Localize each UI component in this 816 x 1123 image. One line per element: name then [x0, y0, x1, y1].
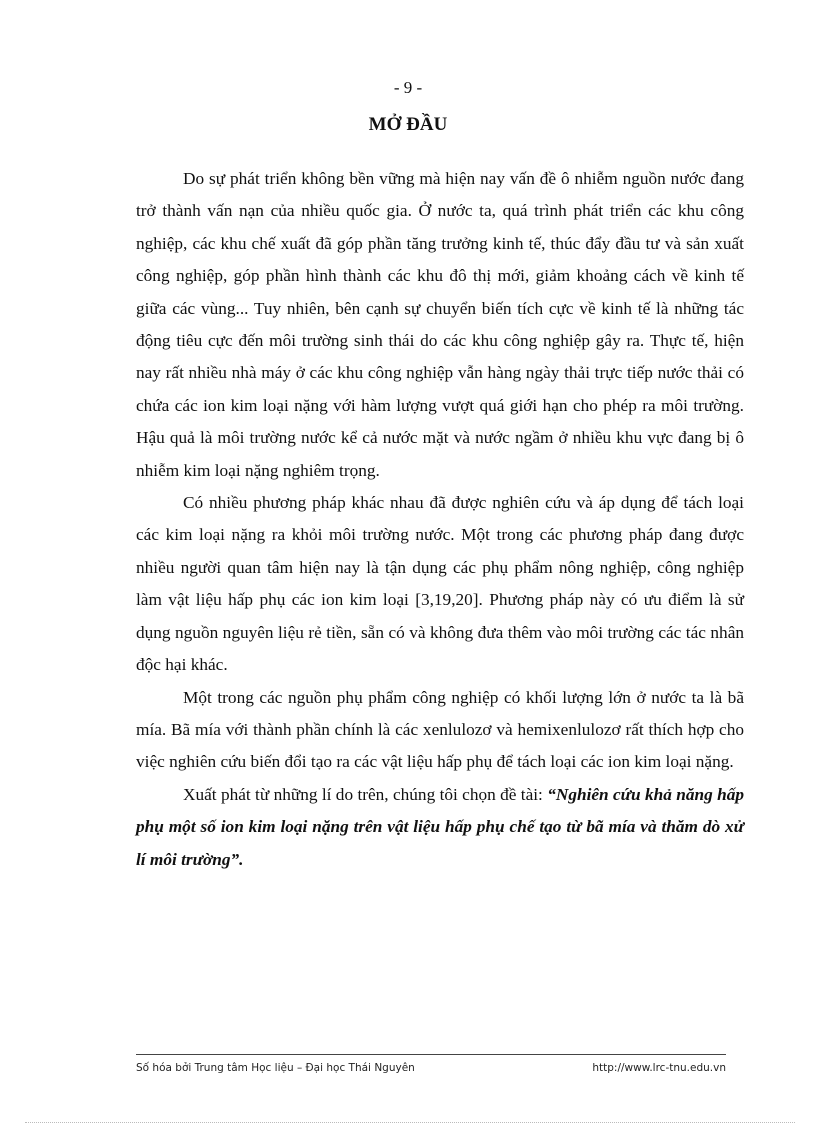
- footer-url[interactable]: http://www.lrc-tnu.edu.vn: [592, 1062, 726, 1074]
- page-number: - 9 -: [393, 78, 423, 97]
- paragraph-4-lead: Xuất phát từ những lí do trên, chúng tôi chọn đề tài:: [183, 784, 548, 804]
- body-text: [136, 163, 744, 876]
- thesis-title: “Nghiên cứu khả năng hấp phụ một số ion kim loại nặng trên vật liệu hấp phụ chế tạo từ bã mía và thăm dò xử lí môi trường”.: [136, 784, 744, 869]
- footer-rule: [136, 1054, 726, 1055]
- paragraph-3: Một trong các nguồn phụ phẩm công nghiệp có khối lượng lớn ở nước ta là bã mía. Bã mía với thành phần chính là các xenlulozơ và hemixenlulozơ rất thích hợp cho việc nghiên cứu biến đổi tạo ra các vật liệu hấp phụ để tách loại các ion kim loại nặng.: [136, 687, 744, 772]
- page-title: MỞ ĐẦU: [368, 114, 448, 135]
- paragraph-4: [136, 779, 744, 876]
- paragraph-1: Do sự phát triển không bền vững mà hiện nay vấn đề ô nhiễm nguồn nước đang trở thành vấn nạn của nhiều quốc gia. Ở nước ta, quá trình phát triển các khu công nghiệp, các khu chế xuất đã góp phần tăng trưởng kinh tế, thúc đẩy đầu tư và sản xuất công nghiệp, góp phần hình thành các khu đô thị mới, giảm khoảng cách về kinh tế giữa các vùng... Tuy nhiên, bên cạnh sự chuyển biến tích cực về kinh tế là những tác động tiêu cực đến môi trường sinh thái do các khu công nghiệp gây ra. Thực tế, hiện nay rất nhiều nhà máy ở các khu công nghiệp vẫn hàng ngày thải trực tiếp nước thải có chứa các ion kim loại nặng với hàm lượng vượt quá giới hạn cho phép ra môi trường. Hậu quả là môi trường nước kể cả nước mặt và nước ngầm ở nhiều khu vực đang bị ô nhiễm kim loại nặng nghiêm trọng.: [136, 169, 744, 480]
- paragraph-2: Có nhiều phương pháp khác nhau đã được nghiên cứu và áp dụng để tách loại các kim loại nặng ra khỏi môi trường nước. Một trong các phương pháp đang được nhiều người quan tâm hiện nay là tận dụng các phụ phẩm nông nghiệp, công nghiệp làm vật liệu hấp phụ các ion kim loại [3,19,20]. Phương pháp này có ưu điểm là sử dụng nguồn nguyên liệu rẻ tiền, sẵn có và không đưa thêm vào môi trường các tác nhân độc hại khác.: [136, 493, 744, 675]
- footer-source: Số hóa bởi Trung tâm Học liệu – Đại học Thái Nguyên: [136, 1062, 415, 1074]
